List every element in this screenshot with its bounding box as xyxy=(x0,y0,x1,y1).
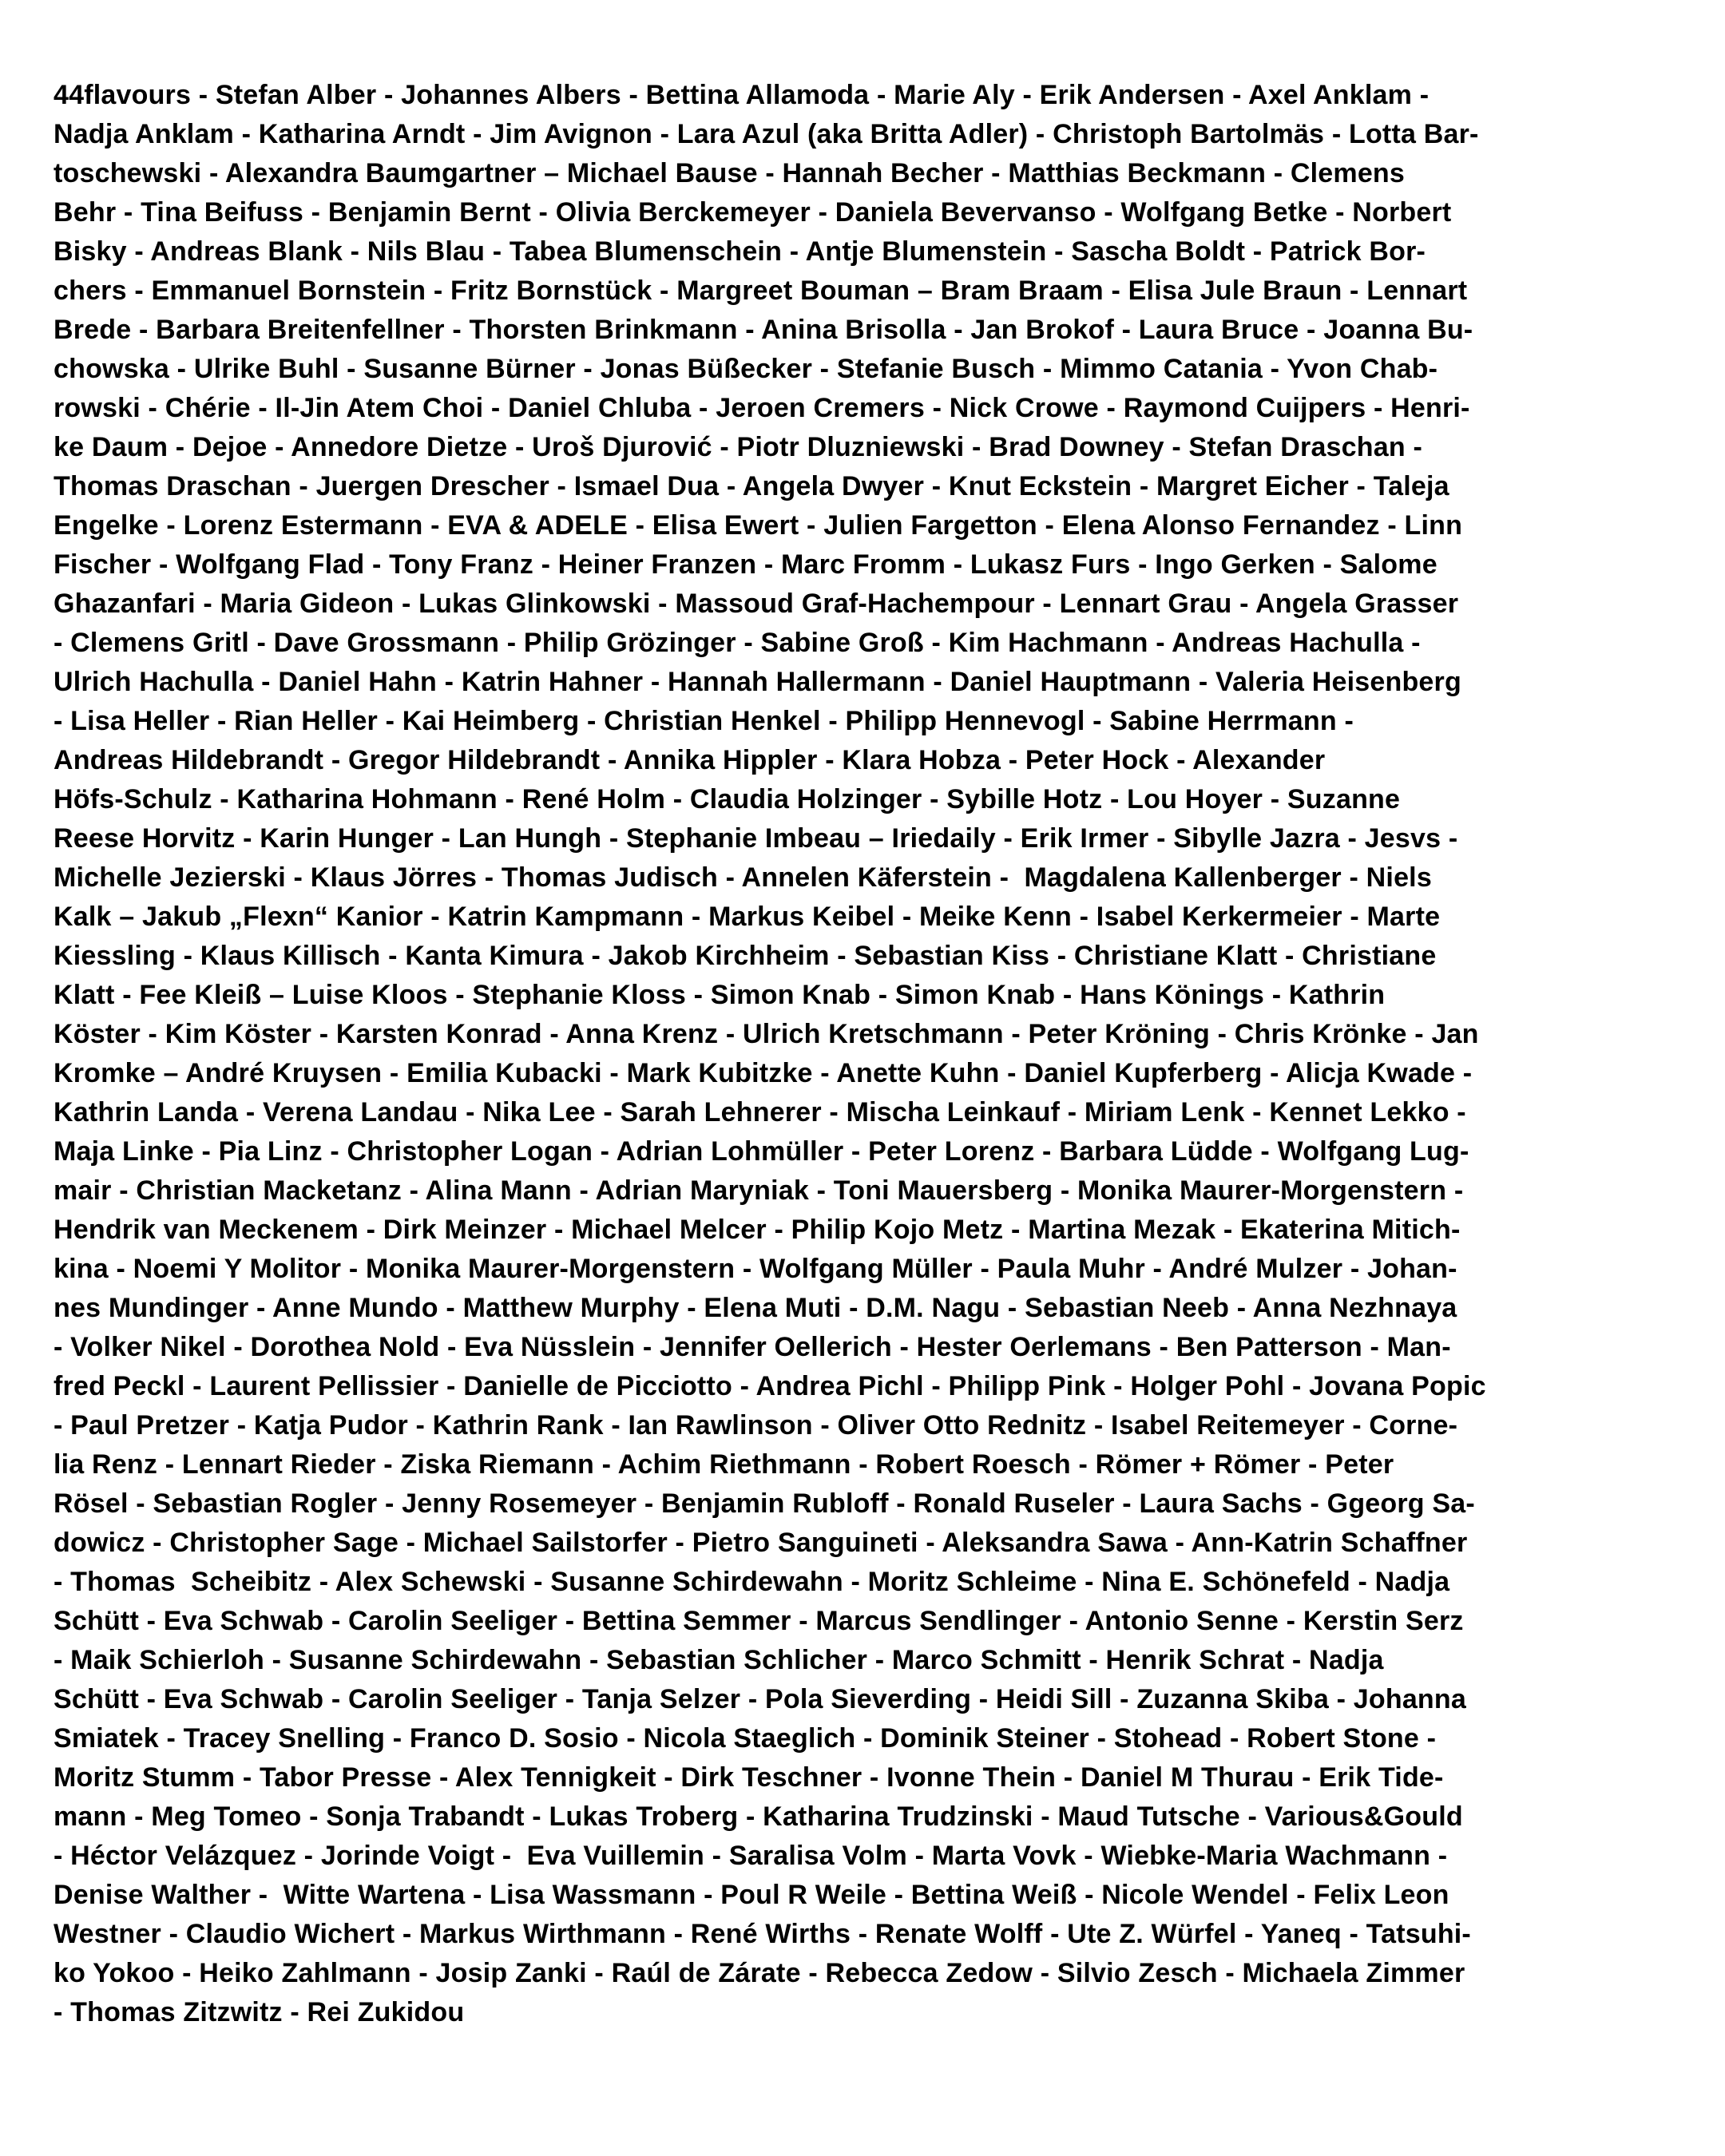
text-line: Kromke – André Kruysen - Emilia Kubacki - Mark Kubitzke - Anette Kuhn - Daniel Kupferberg - Alicja Kwade - xyxy=(54,1058,1473,1088)
text-line: Schütt - Eva Schwab - Carolin Seeliger - Tanja Selzer - Pola Sieverding - Heidi Sill - Zuzanna Skiba - Johanna xyxy=(54,1684,1466,1714)
text-line: Höfs-Schulz - Katharina Hohmann - René Holm - Claudia Holzinger - Sybille Hotz - Lou Hoyer - Suzanne xyxy=(54,784,1401,814)
text-line: Fischer - Wolfgang Flad - Tony Franz - Heiner Franzen - Marc Fromm - Lukasz Furs - Ingo Gerken - Salome xyxy=(54,549,1438,580)
text-line: Nadja Anklam - Katharina Arndt - Jim Avignon - Lara Azul (aka Britta Adler) - Christoph Bartolmäs - Lotta Bar- xyxy=(54,119,1479,149)
text-line: nes Mundinger - Anne Mundo - Matthew Murphy - Elena Muti - D.M. Nagu - Sebastian Neeb - Anna Nezhnaya xyxy=(54,1293,1457,1323)
text-line: mann - Meg Tomeo - Sonja Trabandt - Lukas Troberg - Katharina Trudzinski - Maud Tutsche - Various&Gould xyxy=(54,1801,1463,1832)
text-line: - Thomas Zitzwitz - Rei Zukidou xyxy=(54,1997,465,2027)
text-line: - Volker Nikel - Dorothea Nold - Eva Nüsslein - Jennifer Oellerich - Hester Oerlemans - Ben Patterson - Man- xyxy=(54,1332,1451,1362)
text-line: Denise Walther - Witte Wartena - Lisa Wassmann - Poul R Weile - Bettina Weiß - Nicole Wendel - Felix Leon xyxy=(54,1880,1449,1910)
text-line: ko Yokoo - Heiko Zahlmann - Josip Zanki - Raúl de Zárate - Rebecca Zedow - Silvio Zesch - Michaela Zimmer xyxy=(54,1958,1465,1988)
artist-name-list xyxy=(54,76,1699,2032)
text-line: Engelke - Lorenz Estermann - EVA & ADELE - Elisa Ewert - Julien Fargetton - Elena Alonso Fernandez - Linn xyxy=(54,510,1463,541)
text-line: Ulrich Hachulla - Daniel Hahn - Katrin Hahner - Hannah Hallermann - Daniel Hauptmann - Valeria Heisenberg xyxy=(54,667,1461,697)
text-line: Bisky - Andreas Blank - Nils Blau - Tabea Blumenschein - Antje Blumenstein - Sascha Boldt - Patrick Bor- xyxy=(54,236,1426,267)
text-line: Kalk – Jakub „Flexn“ Kanior - Katrin Kampmann - Markus Keibel - Meike Kenn - Isabel Kerkermeier - Marte xyxy=(54,902,1441,932)
text-line: fred Peckl - Laurent Pellissier - Danielle de Picciotto - Andrea Pichl - Philipp Pink - Holger Pohl - Jovana Popic xyxy=(54,1371,1486,1401)
text-line: kina - Noemi Y Molitor - Monika Maurer-Morgenstern - Wolfgang Müller - Paula Muhr - André Mulzer - Johan- xyxy=(54,1254,1457,1284)
text-line: Hendrik van Meckenem - Dirk Meinzer - Michael Melcer - Philip Kojo Metz - Martina Mezak - Ekaterina Mitich- xyxy=(54,1215,1461,1245)
text-line: Andreas Hildebrandt - Gregor Hildebrandt - Annika Hippler - Klara Hobza - Peter Hock - Alexander xyxy=(54,745,1326,775)
text-line: Schütt - Eva Schwab - Carolin Seeliger - Bettina Semmer - Marcus Sendlinger - Antonio Senne - Kerstin Serz xyxy=(54,1606,1464,1636)
text-line: Kiessling - Klaus Killisch - Kanta Kimura - Jakob Kirchheim - Sebastian Kiss - Christiane Klatt - Christiane xyxy=(54,941,1437,971)
text-line: rowski - Chérie - Il-Jin Atem Choi - Daniel Chluba - Jeroen Cremers - Nick Crowe - Raymond Cuijpers - Henri- xyxy=(54,393,1470,423)
text-line: - Thomas Scheibitz - Alex Schewski - Susanne Schirdewahn - Moritz Schleime - Nina E. Schönefeld - Nadja xyxy=(54,1567,1450,1597)
text-line: Thomas Draschan - Juergen Drescher - Ismael Dua - Angela Dwyer - Knut Eckstein - Margret Eicher - Taleja xyxy=(54,471,1449,501)
text-line: Klatt - Fee Kleiß – Luise Kloos - Stephanie Kloss - Simon Knab - Simon Knab - Hans Könings - Kathrin xyxy=(54,980,1386,1010)
text-line: mair - Christian Macketanz - Alina Mann - Adrian Maryniak - Toni Mauersberg - Monika Maurer-Morgenstern - xyxy=(54,1175,1464,1206)
text-line: - Paul Pretzer - Katja Pudor - Kathrin Rank - Ian Rawlinson - Oliver Otto Rednitz - Isabel Reitemeyer - Corne- xyxy=(54,1410,1458,1441)
text-line: chowska - Ulrike Buhl - Susanne Bürner - Jonas Büßecker - Stefanie Busch - Mimmo Catania - Yvon Chab- xyxy=(54,354,1438,384)
text-line: - Lisa Heller - Rian Heller - Kai Heimberg - Christian Henkel - Philipp Hennevogl - Sabine Herrmann - xyxy=(54,706,1354,736)
text-line: Westner - Claudio Wichert - Markus Wirthmann - René Wirths - Renate Wolff - Ute Z. Würfel - Yaneq - Tatsuhi- xyxy=(54,1919,1471,1949)
text-line: Moritz Stumm - Tabor Presse - Alex Tennigkeit - Dirk Teschner - Ivonne Thein - Daniel M Thurau - Erik Tide- xyxy=(54,1762,1444,1793)
text-line: Rösel - Sebastian Rogler - Jenny Rosemeyer - Benjamin Rubloff - Ronald Ruseler - Laura Sachs - Ggeorg Sa- xyxy=(54,1488,1475,1519)
text-line: Köster - Kim Köster - Karsten Konrad - Anna Krenz - Ulrich Kretschmann - Peter Kröning - Chris Krönke - Jan xyxy=(54,1019,1479,1049)
text-line: toschewski - Alexandra Baumgartner – Michael Bause - Hannah Becher - Matthias Beckmann - Clemens xyxy=(54,158,1406,188)
text-line: dowicz - Christopher Sage - Michael Sailstorfer - Pietro Sanguineti - Aleksandra Sawa - Ann-Katrin Schaffner xyxy=(54,1528,1468,1558)
text-line: Smiatek - Tracey Snelling - Franco D. Sosio - Nicola Staeglich - Dominik Steiner - Stohead - Robert Stone - xyxy=(54,1723,1437,1754)
text-line: Reese Horvitz - Karin Hunger - Lan Hungh - Stephanie Imbeau – Iriedaily - Erik Irmer - Sibylle Jazra - Jesvs - xyxy=(54,823,1458,854)
text-line: Kathrin Landa - Verena Landau - Nika Lee - Sarah Lehnerer - Mischa Leinkauf - Miriam Lenk - Kennet Lekko - xyxy=(54,1097,1466,1128)
text-line: lia Renz - Lennart Rieder - Ziska Riemann - Achim Riethmann - Robert Roesch - Römer + Römer - Peter xyxy=(54,1449,1394,1480)
text-line: - Clemens Gritl - Dave Grossmann - Philip Grözinger - Sabine Groß - Kim Hachmann - Andreas Hachulla - xyxy=(54,628,1421,658)
text-line: - Héctor Velázquez - Jorinde Voigt - Eva Vuillemin - Saralisa Volm - Marta Vovk - Wiebke-Maria Wachmann - xyxy=(54,1841,1448,1871)
text-line: chers - Emmanuel Bornstein - Fritz Bornstück - Margreet Bouman – Bram Braam - Elisa Jule Braun - Lennart xyxy=(54,275,1468,306)
text-line: Michelle Jezierski - Klaus Jörres - Thomas Judisch - Annelen Käferstein - Magdalena Kallenberger - Niels xyxy=(54,862,1432,893)
text-line: ke Daum - Dejoe - Annedore Dietze - Uroš Djurović - Piotr Dluzniewski - Brad Downey - Stefan Draschan - xyxy=(54,432,1422,462)
text-line: - Maik Schierloh - Susanne Schirdewahn - Sebastian Schlicher - Marco Schmitt - Henrik Schrat - Nadja xyxy=(54,1645,1384,1675)
text-line: Behr - Tina Beifuss - Benjamin Bernt - Olivia Berckemeyer - Daniela Bevervanso - Wolfgang Betke - Norbert xyxy=(54,197,1452,228)
text-line: 44flavours - Stefan Alber - Johannes Albers - Bettina Allamoda - Marie Aly - Erik Andersen - Axel Anklam - xyxy=(54,80,1430,110)
text-line: Brede - Barbara Breitenfellner - Thorsten Brinkmann - Anina Brisolla - Jan Brokof - Laura Bruce - Joanna Bu- xyxy=(54,315,1473,345)
text-line: Maja Linke - Pia Linz - Christopher Logan - Adrian Lohmüller - Peter Lorenz - Barbara Lüdde - Wolfgang Lug- xyxy=(54,1136,1469,1167)
text-line: Ghazanfari - Maria Gideon - Lukas Glinkowski - Massoud Graf-Hachempour - Lennart Grau - Angela Grasser xyxy=(54,589,1459,619)
